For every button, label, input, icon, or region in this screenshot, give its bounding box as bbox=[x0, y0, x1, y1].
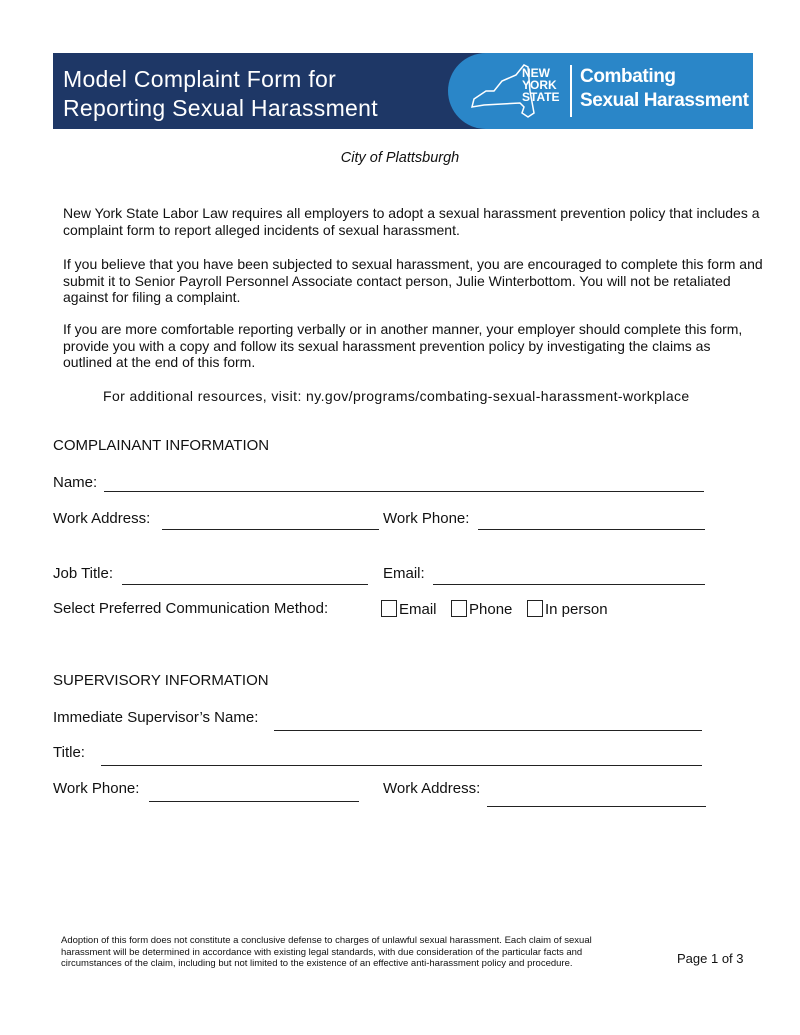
in-person-checkbox[interactable] bbox=[527, 600, 543, 617]
logo-text-1: Combating bbox=[580, 66, 676, 87]
form-title bbox=[63, 65, 378, 123]
complainant-heading: COMPLAINANT INFORMATION bbox=[53, 437, 270, 454]
nys-wordmark bbox=[522, 67, 560, 103]
comm-option-in-person[interactable] bbox=[527, 600, 608, 618]
logo-state: STATE bbox=[522, 90, 560, 104]
supervisor-work-address-label: Work Address: bbox=[383, 780, 481, 797]
logo-divider bbox=[570, 65, 572, 117]
supervisor-work-address-field[interactable] bbox=[487, 789, 706, 807]
comm-option-email[interactable] bbox=[381, 600, 437, 618]
email-field[interactable] bbox=[433, 567, 705, 585]
supervisory-heading: SUPERVISORY INFORMATION bbox=[53, 672, 269, 689]
supervisor-name-label: Immediate Supervisor’s Name: bbox=[53, 709, 259, 726]
phone-checkbox[interactable] bbox=[451, 600, 467, 617]
job-title-label: Job Title: bbox=[53, 565, 114, 582]
supervisor-title-label: Title: bbox=[53, 744, 85, 761]
intro-paragraph-3: If you are more comfortable reporting verbally or in another manner, your employer should complete this form, provide you with a copy and follow its sexual harassment prevention policy by investigating the claims as outlined at the end of this form. bbox=[63, 321, 743, 370]
job-title-field[interactable] bbox=[122, 567, 368, 585]
work-phone-label: Work Phone: bbox=[383, 510, 470, 527]
logo-new: NEW bbox=[522, 66, 550, 80]
supervisor-name-field[interactable] bbox=[274, 713, 702, 731]
footer-disclaimer: Adoption of this form does not constitute a conclusive defense to charges of unlawful sexual harassment. Each claim of sexual harassment will be determined in accordance with existing legal standards, with due consideration of the particular facts and circumstances of the claim, including but not limited to the existence of an effective anti-harassment policy and procedure. bbox=[61, 935, 592, 969]
supervisor-title-field[interactable] bbox=[101, 748, 702, 766]
in-person-option-label: In person bbox=[545, 601, 608, 618]
comm-method-label: Select Preferred Communication Method: bbox=[53, 600, 329, 617]
work-address-label: Work Address: bbox=[53, 510, 151, 527]
title-line-1: Model Complaint Form for bbox=[63, 66, 337, 92]
intro-paragraph-1: New York State Labor Law requires all employers to adopt a sexual harassment prevention policy that includes a complaint form to report alleged incidents of sexual harassment. bbox=[63, 205, 760, 238]
phone-option-label: Phone bbox=[469, 601, 513, 618]
work-address-field[interactable] bbox=[162, 512, 379, 530]
logo-york: YORK bbox=[522, 78, 557, 92]
logo-text-2: Sexual Harassment bbox=[580, 90, 749, 111]
email-label: Email: bbox=[383, 565, 425, 582]
supervisor-work-phone-label: Work Phone: bbox=[53, 780, 140, 797]
supervisor-work-phone-field[interactable] bbox=[149, 784, 359, 802]
title-line-2: Reporting Sexual Harassment bbox=[63, 95, 378, 121]
page-number: Page 1 of 3 bbox=[677, 951, 744, 966]
nys-logo bbox=[448, 53, 753, 129]
resources-link[interactable]: For additional resources, visit: ny.gov/programs/combating-sexual-harassment-workplace bbox=[103, 388, 690, 404]
logo-text bbox=[580, 65, 749, 113]
city-name: City of Plattsburgh bbox=[340, 150, 460, 166]
header-banner bbox=[53, 53, 753, 129]
email-checkbox[interactable] bbox=[381, 600, 397, 617]
intro-paragraph-2: If you believe that you have been subjected to sexual harassment, you are encouraged to complete this form and submit it to Senior Payroll Personnel Associate contact person, Julie Winterbottom. You will not be retaliated against for filing a complaint. bbox=[63, 256, 763, 305]
name-field[interactable] bbox=[104, 474, 704, 492]
name-label: Name: bbox=[53, 474, 98, 491]
email-option-label: Email bbox=[399, 601, 437, 618]
comm-option-phone[interactable] bbox=[451, 600, 512, 618]
work-phone-field[interactable] bbox=[478, 512, 705, 530]
